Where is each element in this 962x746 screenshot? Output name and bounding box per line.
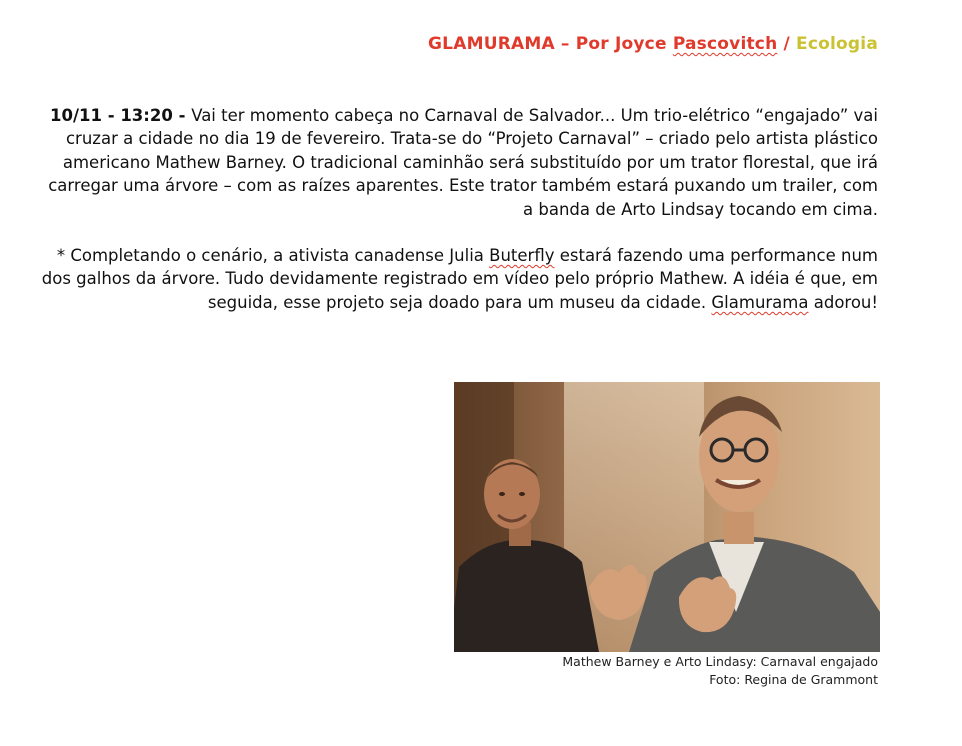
article-body — [40, 104, 878, 337]
header-title-prefix: GLAMURAMA – Por Joyce — [428, 34, 673, 54]
photo-illustration — [454, 382, 880, 652]
article-photo — [454, 382, 880, 652]
paragraph-2-text-b: estará fazendo uma performance num dos galhos da árvore. Tudo devidamente registrado em vídeo pelo próprio Mathew. A idéia é que, em seguida, esse projeto seja doado para um museu da cidade. — [41, 246, 878, 312]
paragraph-2-text-a: * Completando o cenário, a ativista canadense Julia — [56, 246, 490, 266]
caption-credit: Foto: Regina de Grammont — [709, 671, 878, 687]
timestamp: 10/11 - 13:20 - — [50, 106, 192, 125]
paragraph-1-text: Vai ter momento cabeça no Carnaval de Salvador... Um trio-elétrico “engajado” vai cruzar a cidade no dia 19 de fevereiro. Trata-se do “Projeto Carnaval” – criado pelo artista plástico americano Mathew Barney. O tradicional caminhão será substituído por um trator florestal, que irá carregar uma árvore – com as raízes aparentes. Este trator também estará puxando um trailer, com a banda de Arto Lindsay tocando em cima. — [48, 106, 878, 219]
activist-name: Buterfly — [489, 246, 555, 266]
photo-caption — [562, 653, 878, 688]
header-separator: / — [777, 34, 797, 54]
article-header — [428, 34, 878, 54]
article-paragraph-1 — [40, 104, 878, 221]
caption-line-1: Mathew Barney e Arto Lindasy: Carnaval engajado — [562, 654, 878, 669]
paragraph-2-text-c: adorou! — [808, 292, 878, 312]
article-paragraph-2 — [40, 244, 878, 314]
header-section-link[interactable]: Ecologia — [796, 34, 878, 54]
brand-name: Glamurama — [711, 292, 809, 312]
header-author-surname: Pascovitch — [672, 34, 778, 54]
